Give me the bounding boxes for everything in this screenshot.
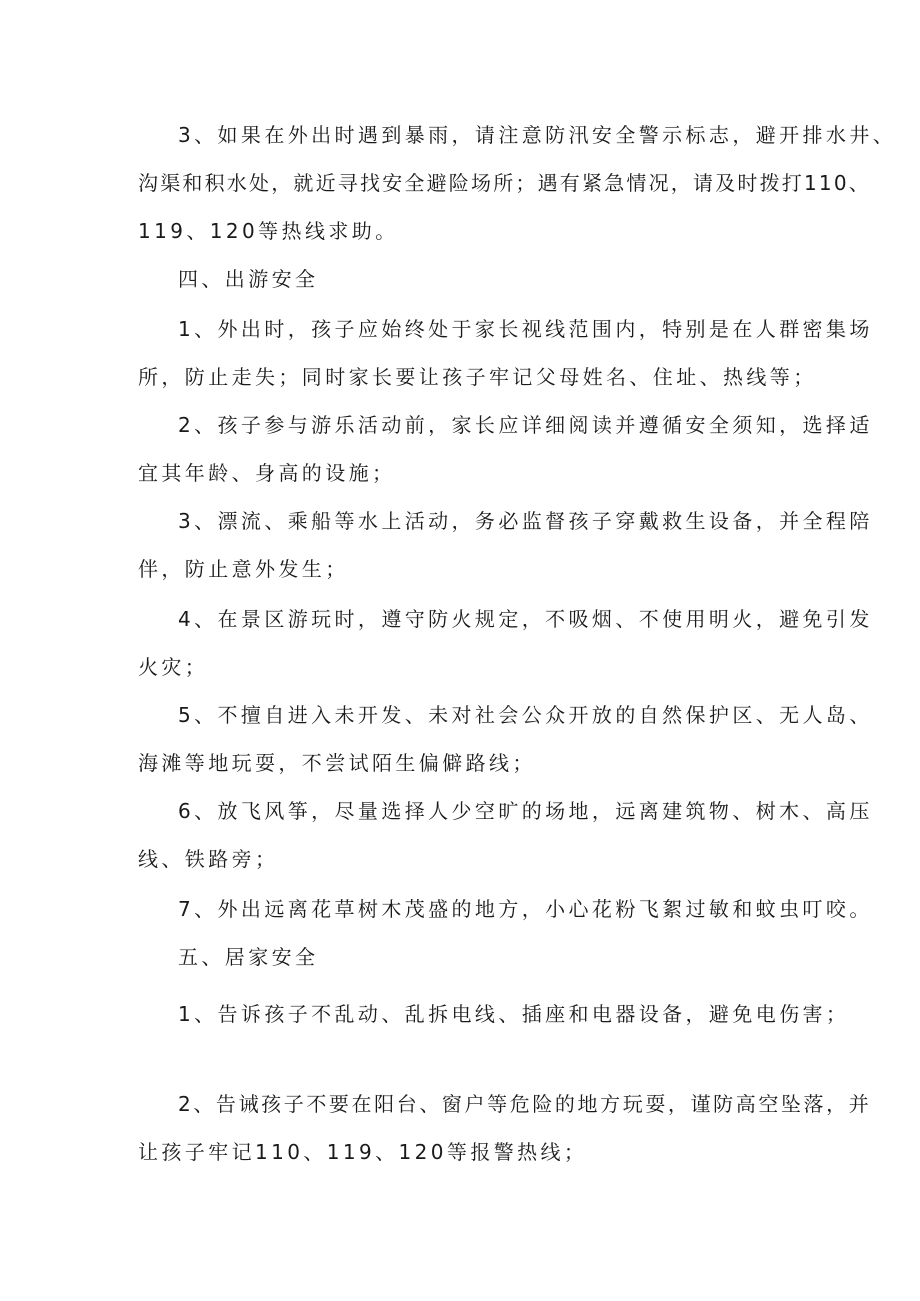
section-heading-travel-safety: 四、出游安全	[178, 267, 319, 291]
travel-item-4-line-2: 火灾；	[138, 655, 209, 679]
travel-item-5-line-1: 5、不擅自进入未开发、未对社会公众开放的自然保护区、无人岛、	[178, 703, 873, 727]
travel-item-1-line-1: 1、外出时，孩子应始终处于家长视线范围内，特别是在人群密集场	[178, 317, 873, 341]
paragraph-rainstorm-line-1: 3、如果在外出时遇到暴雨，请注意防汛安全警示标志，避开排水井、	[178, 123, 897, 147]
travel-item-3-line-1: 3、漂流、乘船等水上活动，务必监督孩子穿戴救生设备，并全程陪	[178, 509, 873, 533]
travel-item-5-line-2: 海滩等地玩耍，不尝试陌生偏僻路线；	[138, 751, 536, 775]
travel-item-7: 7、外出远离花草树木茂盛的地方，小心花粉飞絮过敏和蚊虫叮咬。	[178, 897, 873, 921]
paragraph-rainstorm-line-2: 沟渠和积水处，就近寻找安全避险场所；遇有紧急情况，请及时拨打110、	[138, 171, 871, 195]
home-item-2-line-1: 2、告诫孩子不要在阳台、窗户等危险的地方玩耍，谨防高空坠落，并	[178, 1092, 872, 1116]
travel-item-3-line-2: 伴，防止意外发生；	[138, 557, 349, 581]
travel-item-1-line-2: 所，防止走失；同时家长要让孩子牢记父母姓名、住址、热线等；	[138, 365, 817, 389]
travel-item-2-line-1: 2、孩子参与游乐活动前，家长应详细阅读并遵循安全须知，选择适	[178, 413, 873, 437]
travel-item-6-line-2: 线、铁路旁；	[138, 847, 279, 871]
home-item-1: 1、告诉孩子不乱动、乱拆电线、插座和电器设备，避免电伤害；	[178, 1002, 850, 1026]
travel-item-4-line-1: 4、在景区游玩时，遵守防火规定，不吸烟、不使用明火，避免引发	[178, 607, 873, 631]
section-heading-home-safety: 五、居家安全	[178, 945, 319, 969]
travel-item-2-line-2: 宜其年龄、身高的设施；	[138, 461, 396, 485]
paragraph-rainstorm-line-3: 119、120等热线求助。	[138, 219, 399, 243]
home-item-2-line-2: 让孩子牢记110、119、120等报警热线；	[138, 1140, 588, 1164]
travel-item-6-line-1: 6、放飞风筝，尽量选择人少空旷的场地，远离建筑物、树木、高压	[178, 799, 873, 823]
